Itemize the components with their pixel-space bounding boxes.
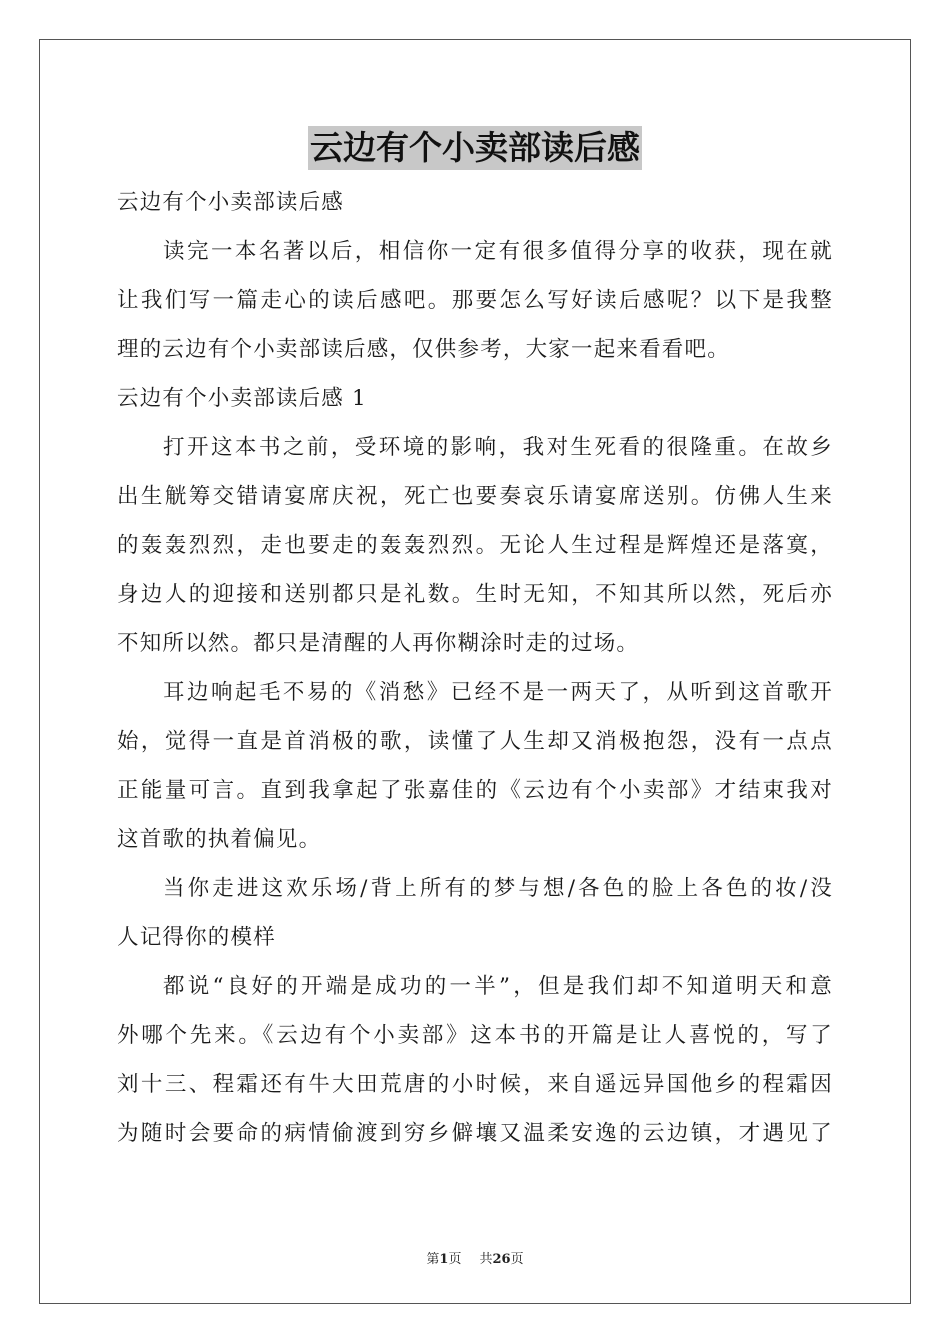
text-line: 始，觉得一直是首消极的歌，读懂了人生却又消极抱怨，没有一点点 — [117, 729, 833, 754]
title-container — [0, 126, 950, 170]
footer-total-pages: 26 — [492, 1252, 511, 1267]
text-line: 正能量可言。直到我拿起了张嘉佳的《云边有个小卖部》才结束我对 — [117, 778, 833, 803]
text-line: 外哪个先来。《云边有个小卖部》这本书的开篇是让人喜悦的，写了 — [117, 1023, 833, 1048]
section-heading: 云边有个小卖部读后感 1 — [117, 386, 367, 411]
text-line: 刘十三、程霜还有牛大田荒唐的小时候，来自遥远异国他乡的程霜因 — [117, 1072, 833, 1097]
document-body — [117, 178, 833, 1158]
text-line: 理的云边有个小卖部读后感，仅供参考，大家一起来看看吧。 — [117, 337, 730, 362]
footer-current-page: 1 — [439, 1252, 449, 1267]
footer-page-word: 页 — [448, 1252, 462, 1267]
text-line: 不知所以然。都只是清醒的人再你糊涂时走的过场。 — [117, 631, 640, 656]
text-line: 都说“良好的开端是成功的一半”，但是我们却不知道明天和意 — [163, 974, 833, 999]
text-line: 让我们写一篇走心的读后感吧。那要怎么写好读后感呢？以下是我整 — [117, 288, 833, 313]
text-line: 读完一本名著以后，相信你一定有很多值得分享的收获，现在就 — [163, 239, 833, 264]
document-subtitle: 云边有个小卖部读后感 — [117, 190, 345, 215]
text-line: 耳边响起毛不易的《消愁》已经不是一两天了，从听到这首歌开 — [163, 680, 833, 705]
text-line: 这首歌的执着偏见。 — [117, 827, 322, 852]
footer-total-suffix: 页 — [510, 1252, 524, 1267]
document-title: 云边有个小卖部读后感 — [308, 126, 642, 170]
text-line: 人记得你的模样 — [117, 925, 276, 950]
text-line: 身边人的迎接和送别都只是礼数。生时无知，不知其所以然，死后亦 — [117, 582, 833, 607]
text-line: 为随时会要命的病情偷渡到穷乡僻壤又温柔安逸的云边镇，才遇见了 — [117, 1121, 833, 1146]
footer-total-prefix: 共 — [479, 1252, 493, 1267]
text-line: 当你走进这欢乐场/背上所有的梦与想/各色的脸上各色的妆/没 — [163, 876, 833, 901]
footer-page-prefix: 第 — [426, 1252, 440, 1267]
text-line: 出生觥筹交错请宴席庆祝，死亡也要奏哀乐请宴席送别。仿佛人生来 — [117, 484, 833, 509]
text-line: 打开这本书之前，受环境的影响，我对生死看的很隆重。在故乡 — [163, 435, 833, 460]
page-footer — [0, 1248, 950, 1267]
text-line: 的轰轰烈烈，走也要走的轰轰烈烈。无论人生过程是辉煌还是落寞， — [117, 533, 833, 558]
